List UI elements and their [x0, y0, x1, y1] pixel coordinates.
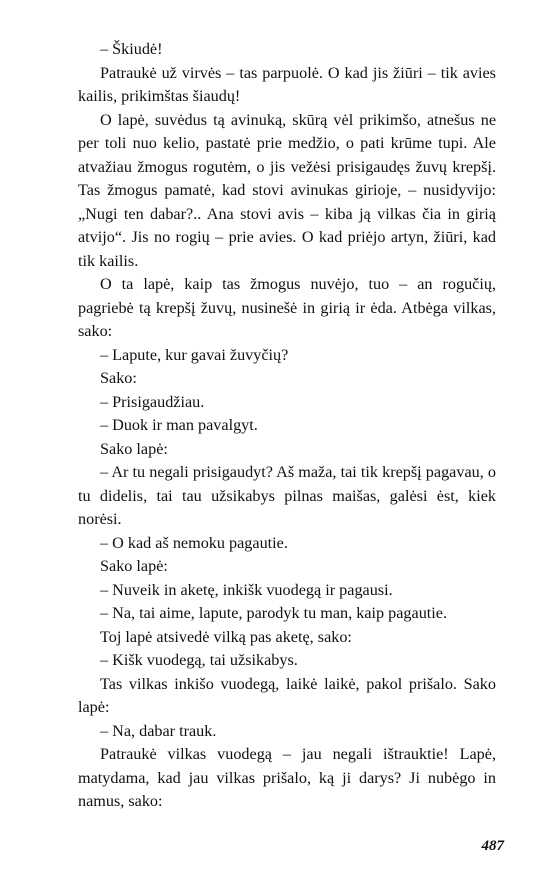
paragraph: Patraukė vilkas vuodegą – jau negali ištrauktie! Lapė, matydama, kad jau vilkas prišalo, ką ji darys? Ji nubėgo in namus, sako:: [78, 745, 496, 810]
paragraph: – Prisigaudžiau.: [100, 392, 205, 411]
paragraph: – Kišk vuodegą, tai užsikabys.: [100, 651, 298, 669]
paragraph: – Lapute, kur gavai žuvyčių?: [100, 345, 289, 364]
paragraph: – Duok ir man pavalgyt.: [100, 416, 258, 434]
body-text: [78, 38, 496, 814]
paragraph: – O kad aš nemoku pagautie.: [100, 533, 288, 552]
paragraph: – Na, dabar trauk.: [100, 721, 217, 740]
paragraph: O ta lapė, kaip tas žmogus nuvėjo, tuo – an rogučių, pagriebė tą krepšį žuvų, nusinešė in girią ir ėda. Atbėga vilkas, sako:: [78, 275, 496, 340]
paragraph: – Na, tai aime, lapute, parodyk tu man, kaip pagautie.: [100, 604, 448, 622]
paragraph: Sako lapė:: [100, 557, 168, 575]
paragraph: Sako lapė:: [100, 439, 168, 458]
paragraph: – Ar tu negali prisigaudyt? Aš maža, tai tik krepšį pagavau, o tu didelis, tai tau užsikabys pilnas maišas, galėsi ėst, kiek norėsi.: [78, 463, 496, 528]
paragraph: Sako:: [100, 369, 137, 387]
page-number: 487: [481, 838, 504, 854]
paragraph: – Nuveik in aketę, inkišk vuodegą ir pagausi.: [100, 580, 393, 599]
paragraph: Tas vilkas inkišo vuodegą, laikė laikė, pakol prišalo. Sako lapė:: [78, 674, 496, 716]
paragraph: Toj lapė atsivedė vilką pas aketę, sako:: [100, 627, 352, 646]
paragraph: – Škiudė!: [100, 40, 163, 58]
paragraph: Patraukė už virvės – tas parpuolė. O kad jis žiūri – tik avies kailis, prikimštas šiaudų!: [78, 63, 496, 105]
paragraph: O lapė, suvėdus tą avinuką, skūrą vėl prikimšo, atnešus ne per toli nuo kelio, pastatė prie medžio, o pati krūme tupi. Ale atvažiau žmogus rogutėm, o jis vežėsi prisigaudęs žuvų krepšį. Tas žmogus pamatė, kad stovi avinukas girioje, – nusidyvijo: „Nugi ten dabar?.. Ana stovi avis – kiba ją vilkas čia in girią atvijo“. Jis no rogių – prie avies. O kad priėjo artyn, žiūri, kad tik kailis.: [78, 110, 496, 270]
